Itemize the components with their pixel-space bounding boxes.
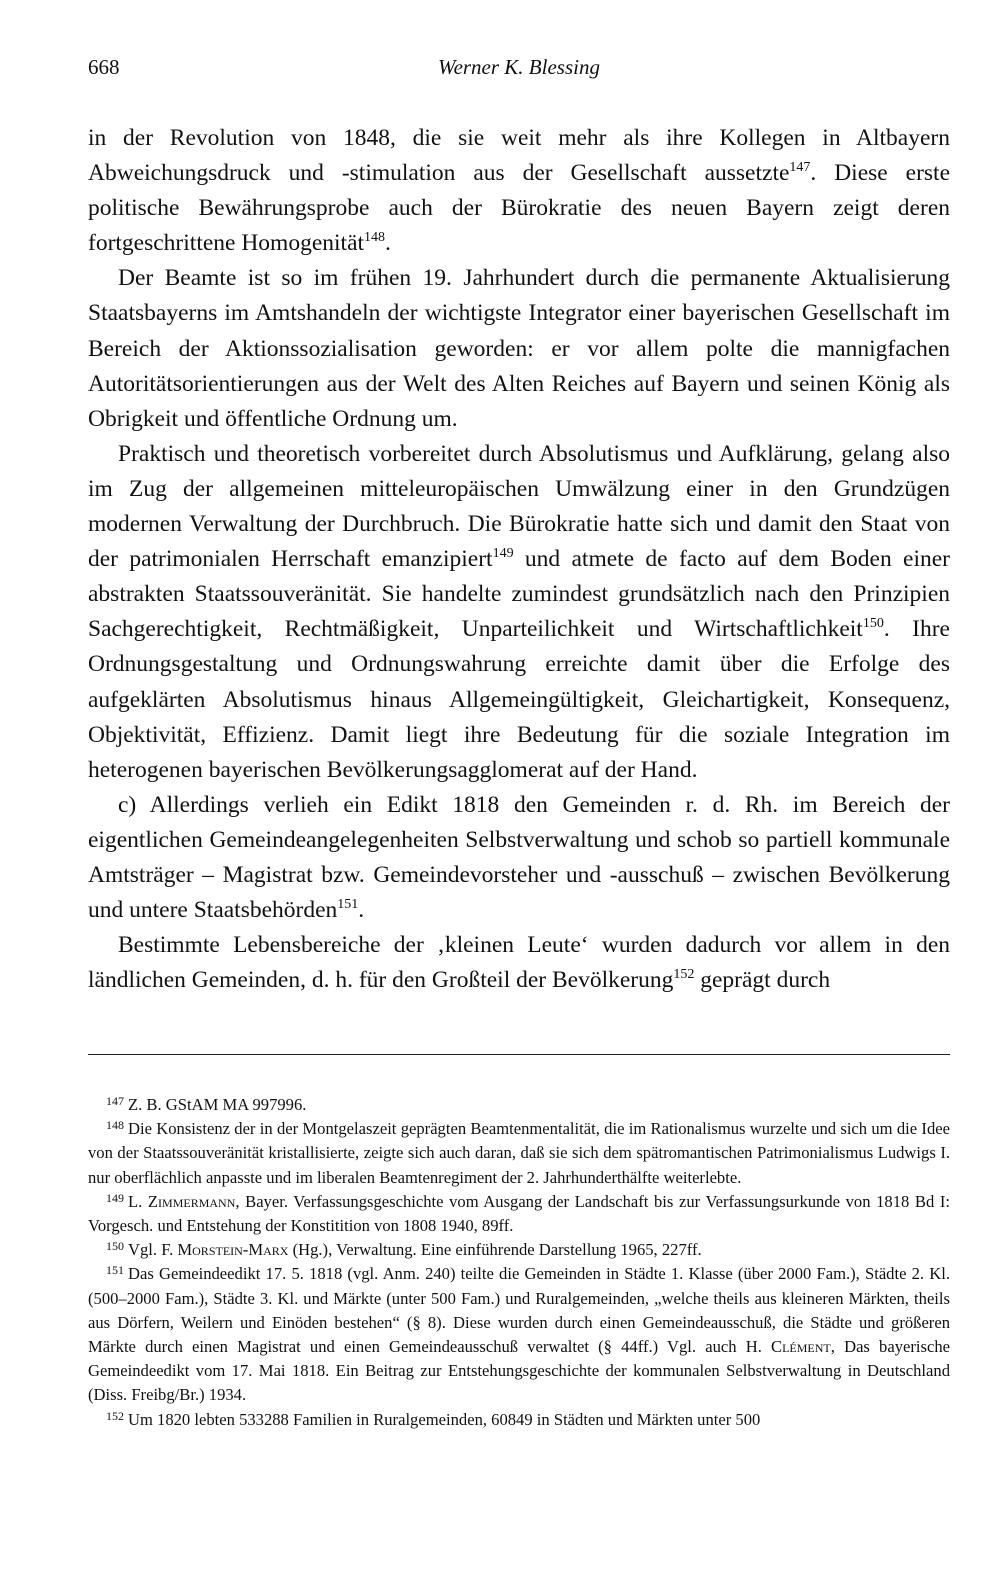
author-name: Clément — [771, 1337, 831, 1357]
footnote-ref[interactable]: 149 — [492, 546, 514, 562]
paragraph: Bestimmte Lebensbereiche der ‚kleinen Leute‘ wurden dadurch vor allem in den ländlichen Gemeinden, d. h. für den Großteil der Bevölkerung$^{152}$ geprägt durch — [88, 932, 950, 994]
footnote-ref[interactable]: 147 — [789, 160, 811, 176]
footnote-ref[interactable]: 151 — [337, 897, 359, 913]
footnotes — [88, 1093, 950, 1432]
footnote: $^{147}$ Z. B. GStAM MA 997996. — [106, 1094, 307, 1114]
paragraph: c) Allerdings verlieh ein Edikt 1818 den Gemeinden r. d. Rh. im Bereich der eigentlichen Gemeindeangelegenheiten Selbstverwaltung und schob so partiell kommunale Amtsträger – Magistrat bzw. Gemeindevorsteher und -ausschuß – zwischen Bevölkerung und untere Staatsbehörden$^{151}$. — [88, 791, 950, 924]
paragraph: in der Revolution von 1848, die sie weit mehr als ihre Kollegen in Altbayern Abweichungsdruck und -stimulation aus der Gesellschaft aussetzte$^{147}$. Diese erste politische Bewährungsprobe auch der Bürokratie des neuen Bayern zeigt deren fortgeschrittene Homogenität$^{148}$. — [88, 125, 950, 257]
footnote-divider — [88, 1054, 950, 1055]
footnote: $^{148}$ Die Konsistenz der in der Montgelaszeit geprägten Beamtenmentalität, die im Rationalismus wurzelte und sich um die Idee von der Staatssouveränität kristallisierte, zeigte sich auch daran, daß sie sich dem spätromantischen Patrimonialismus Ludwigs I. nur oberflächlich anpasste und im liberalen Beamtenregiment der 2. Jahrhunderthälfte weiterlebte. — [88, 1118, 950, 1187]
page-number: 668 — [88, 55, 120, 79]
author-name: Zimmermann — [147, 1191, 236, 1211]
page-header — [88, 55, 950, 85]
body-text — [88, 121, 950, 998]
footnote: $^{152}$ Um 1820 lebten 533288 Familien in Ruralgemeinden, 60849 in Städten und Märkten unter 500 — [106, 1408, 761, 1429]
footnote: $^{149}$ L. Zimmermann, Bayer. Verfassungsgeschichte vom Ausgang der Landschaft bis zur Verfassungsurkunde von 1818 Bd I: Vorgesch. und Entstehung der Konstitition von 1808 1940, 89ff. — [88, 1190, 950, 1236]
running-head: Werner K. Blessing — [438, 55, 600, 79]
paragraph: Praktisch und theoretisch vorbereitet durch Absolutismus und Aufklärung, gelang also im Zug der allgemeinen mitteleuropäischen Umwälzung einer in den Grundzügen modernen Verwaltung der Durchbruch. Die Bürokratie hatte sich und damit den Staat von der patrimonialen Herrschaft emanzipiert$^{149}$ und atmete de facto auf dem Boden einer abstrakten Staatssouveränität. Sie handelte zumindest grundsätzlich nach den Prinzipien Sachgerechtigkeit, Rechtmäßigkeit, Unparteilichkeit und Wirtschaftlichkeit$^{150}$. Ihre Ordnungsgestaltung und Ordnungswahrung erreichte damit über die Erfolge des aufgeklärten Absolutismus hinaus Allgemeingültigkeit, Gleichartigkeit, Konsequenz, Objektivität, Effizienz. Damit liegt ihre Bedeutung für die soziale Integration im heterogenen bayerischen Bevölkerungsagglomerat auf der Hand. — [88, 440, 950, 783]
footnote-ref[interactable]: 150 — [862, 616, 884, 632]
footnote-ref[interactable]: 148 — [364, 230, 386, 246]
footnote: $^{150}$ Vgl. F. Morstein-Marx (Hg.), Verwaltung. Eine einführende Darstellung 1965, 227ff. — [106, 1239, 702, 1260]
footnote-ref[interactable]: 152 — [673, 967, 695, 983]
footnote: $^{151}$ Das Gemeindeedikt 17. 5. 1818 (vgl. Anm. 240) teilte die Gemeinden in Städte 1. Klasse (über 2000 Fam.), Städte 2. Kl. (500–2000 Fam.), Städte 3. Kl. und Märkte (unter 500 Fam.) und Ruralgemeinden, „welche theils aus kleineren Märkten, theils aus Dörfern, Weilern und Einöden bestehen“ (§ 8). Diese wurden durch einen Gemeindeausschuß, die Städte und größeren Märkte durch einen Magistrat und einen Gemeindeausschuß verwaltet (§ 44ff.) Vgl. auch H. Clément, Das bayerische Gemeindeedikt vom 17. Mai 1818. Ein Beitrag zur Entstehungsgeschichte der kommunalen Selbstverwaltung in Deutschland (Diss. Freibg/Br.) 1934. — [88, 1263, 950, 1405]
author-name: Morstein-Marx — [177, 1240, 289, 1260]
paragraph: Der Beamte ist so im frühen 19. Jahrhundert durch die permanente Aktualisierung Staatsbayerns im Amtshandeln der wichtigste Integrator einer bayerischen Gesellschaft im Bereich der Aktionssozialisation geworden: er vor allem polte die mannigfachen Autoritätsorientierungen aus der Welt des Alten Reiches auf Bayern und seinen König als Obrigkeit und öffentliche Ordnung um. — [88, 265, 950, 432]
